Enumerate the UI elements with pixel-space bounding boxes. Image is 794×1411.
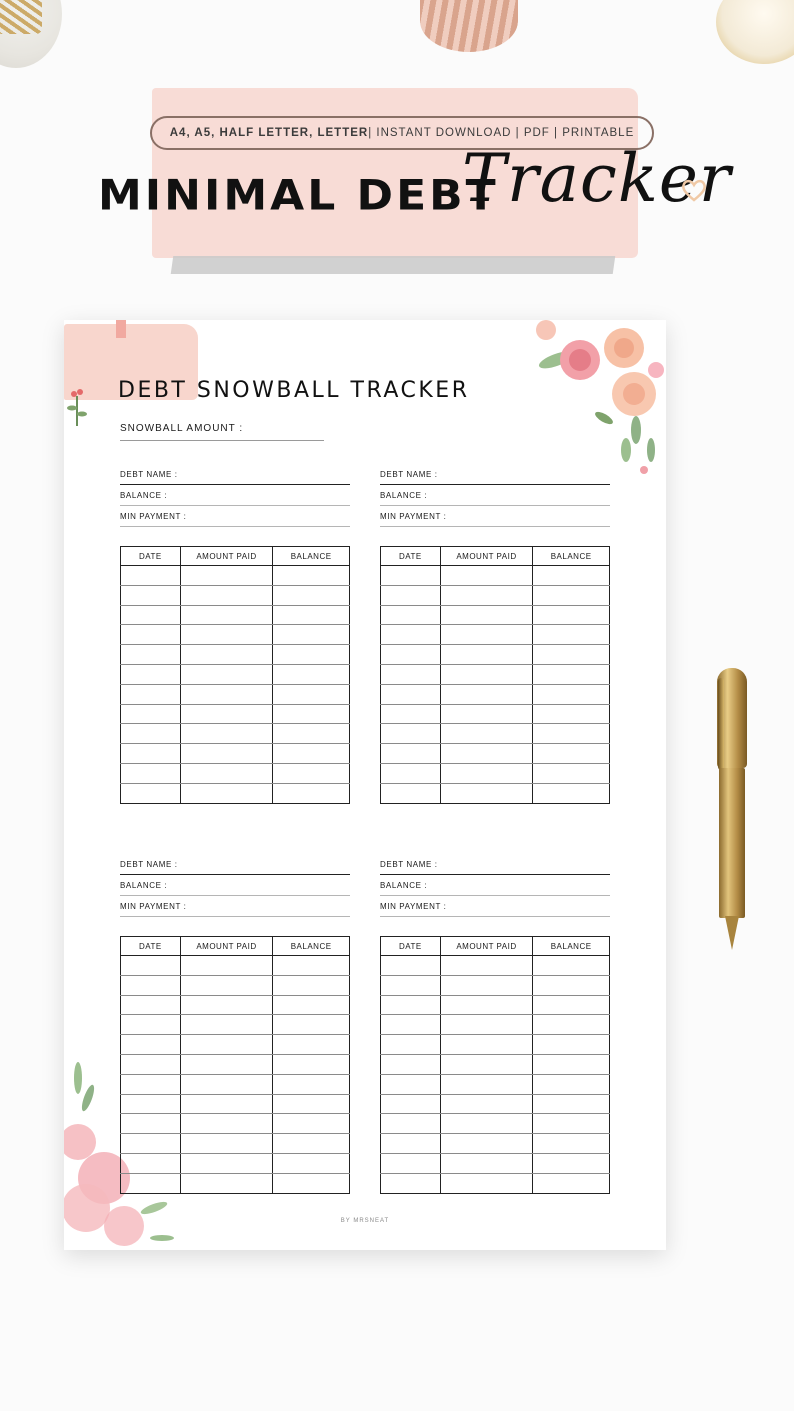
table-row [381, 585, 610, 605]
table-row [381, 566, 610, 586]
table-cell[interactable] [381, 585, 441, 605]
table-row [381, 1114, 610, 1134]
table-cell[interactable] [440, 1035, 533, 1055]
payment-table-4 [380, 936, 610, 1194]
table-row [381, 684, 610, 704]
debt-block-1 [120, 464, 350, 527]
table-cell[interactable] [533, 1015, 610, 1035]
snowball-amount-label: SNOWBALL AMOUNT : [120, 423, 244, 434]
debt-block-4 [380, 854, 610, 917]
rose-bouquet-icon [516, 320, 666, 480]
table-cell[interactable] [381, 664, 441, 684]
table-cell[interactable] [273, 724, 350, 744]
table-cell[interactable] [381, 625, 441, 645]
debt-name-field[interactable]: DEBT NAME : [120, 464, 350, 485]
table-row [121, 1134, 350, 1154]
table-row [121, 763, 350, 783]
table-cell[interactable] [121, 1054, 181, 1074]
table-cell[interactable] [381, 1035, 441, 1055]
table-cell[interactable] [533, 956, 610, 976]
table-cell[interactable] [121, 605, 181, 625]
format-list: A4, A5, HALF LETTER, LETTER [169, 127, 369, 139]
table-cell[interactable] [533, 763, 610, 783]
table-cell[interactable] [180, 625, 273, 645]
sheet-title: DEBT SNOWBALL TRACKER [118, 378, 470, 403]
table-cell[interactable] [440, 1015, 533, 1035]
table-cell[interactable] [273, 763, 350, 783]
table-cell[interactable] [180, 1114, 273, 1134]
table-cell[interactable] [121, 625, 181, 645]
table-cell[interactable] [273, 625, 350, 645]
table-row [121, 566, 350, 586]
table-row [381, 1173, 610, 1193]
table-cell[interactable] [180, 645, 273, 665]
table-cell[interactable] [533, 1094, 610, 1114]
table-cell[interactable] [273, 1035, 350, 1055]
table-cell[interactable] [440, 585, 533, 605]
table-cell[interactable] [121, 1094, 181, 1114]
table-cell[interactable] [180, 585, 273, 605]
table-cell[interactable] [273, 783, 350, 803]
payment-table-1 [120, 546, 350, 804]
table-cell[interactable] [533, 566, 610, 586]
table-cell[interactable] [440, 783, 533, 803]
table-cell[interactable] [381, 566, 441, 586]
table-cell[interactable] [121, 664, 181, 684]
table-cell[interactable] [180, 724, 273, 744]
table-cell[interactable] [180, 995, 273, 1015]
table-row [381, 1134, 610, 1154]
table-cell[interactable] [533, 1134, 610, 1154]
table-cell[interactable] [273, 704, 350, 724]
table-cell[interactable] [440, 1094, 533, 1114]
table-cell[interactable] [121, 566, 181, 586]
table-cell[interactable] [440, 704, 533, 724]
table-row [121, 1173, 350, 1193]
table-row [381, 1054, 610, 1074]
table-cell[interactable] [381, 975, 441, 995]
table-row [121, 975, 350, 995]
table-cell[interactable] [440, 1054, 533, 1074]
table-cell[interactable] [180, 684, 273, 704]
table-cell[interactable] [533, 1074, 610, 1094]
table-row [121, 1054, 350, 1074]
table-cell[interactable] [121, 1173, 181, 1193]
planner-sheet [64, 320, 666, 1250]
table-cell[interactable] [381, 744, 441, 764]
column-header: DATE [381, 937, 441, 956]
table-cell[interactable] [180, 975, 273, 995]
table-cell[interactable] [180, 605, 273, 625]
table-cell[interactable] [381, 783, 441, 803]
table-row [381, 704, 610, 724]
table-cell[interactable] [273, 1153, 350, 1173]
table-cell[interactable] [121, 585, 181, 605]
format-info: | INSTANT DOWNLOAD | PDF | PRINTABLE [368, 127, 635, 139]
column-header: BALANCE [273, 937, 350, 956]
table-cell[interactable] [121, 704, 181, 724]
table-cell[interactable] [533, 625, 610, 645]
table-cell[interactable] [180, 664, 273, 684]
table-cell[interactable] [381, 995, 441, 1015]
table-row [381, 625, 610, 645]
snowball-amount-line[interactable] [120, 440, 324, 441]
table-cell[interactable] [180, 1173, 273, 1193]
table-cell[interactable] [273, 1114, 350, 1134]
debt-name-field[interactable]: DEBT NAME : [380, 464, 610, 485]
table-cell[interactable] [180, 566, 273, 586]
table-row [121, 783, 350, 803]
payment-table-2 [380, 546, 610, 804]
table-cell[interactable] [533, 684, 610, 704]
table-cell[interactable] [533, 1035, 610, 1055]
table-row [121, 1094, 350, 1114]
table-cell[interactable] [381, 1114, 441, 1134]
table-cell[interactable] [180, 783, 273, 803]
table-cell[interactable] [273, 664, 350, 684]
table-row [121, 1114, 350, 1134]
table-cell[interactable] [121, 783, 181, 803]
table-cell[interactable] [440, 1074, 533, 1094]
table-row [381, 724, 610, 744]
table-row [381, 1074, 610, 1094]
table-cell[interactable] [121, 684, 181, 704]
table-cell[interactable] [440, 956, 533, 976]
min-payment-field[interactable]: MIN PAYMENT : [120, 896, 350, 917]
table-cell[interactable] [381, 763, 441, 783]
table-row [121, 605, 350, 625]
table-cell[interactable] [440, 684, 533, 704]
table-row [121, 664, 350, 684]
table-cell[interactable] [121, 1153, 181, 1173]
debt-name-field[interactable]: DEBT NAME : [380, 854, 610, 875]
table-cell[interactable] [381, 645, 441, 665]
table-cell[interactable] [440, 645, 533, 665]
table-cell[interactable] [273, 975, 350, 995]
table-cell[interactable] [180, 1074, 273, 1094]
table-row [381, 995, 610, 1015]
table-cell[interactable] [121, 763, 181, 783]
balance-field[interactable]: BALANCE : [380, 875, 610, 896]
sprig-icon [66, 386, 88, 426]
table-cell[interactable] [440, 605, 533, 625]
main-title: MINIMAL DEBT [98, 171, 499, 220]
table-cell[interactable] [180, 1153, 273, 1173]
balance-field[interactable]: BALANCE : [380, 485, 610, 506]
table-cell[interactable] [440, 995, 533, 1015]
gold-dish-icon [716, 0, 794, 64]
table-cell[interactable] [381, 684, 441, 704]
table-row [121, 724, 350, 744]
table-cell[interactable] [533, 975, 610, 995]
table-cell[interactable] [533, 645, 610, 665]
table-cell[interactable] [273, 1074, 350, 1094]
table-row [121, 625, 350, 645]
table-cell[interactable] [273, 1094, 350, 1114]
table-cell[interactable] [273, 645, 350, 665]
table-cell[interactable] [440, 566, 533, 586]
table-row [121, 585, 350, 605]
table-cell[interactable] [533, 724, 610, 744]
column-header: AMOUNT PAID [180, 547, 273, 566]
table-row [121, 1015, 350, 1035]
column-header: BALANCE [273, 547, 350, 566]
table-cell[interactable] [180, 1015, 273, 1035]
column-header: BALANCE [533, 937, 610, 956]
min-payment-field[interactable]: MIN PAYMENT : [380, 896, 610, 917]
table-cell[interactable] [273, 585, 350, 605]
table-row [121, 645, 350, 665]
table-cell[interactable] [440, 625, 533, 645]
table-cell[interactable] [381, 1173, 441, 1193]
table-row [121, 956, 350, 976]
table-cell[interactable] [533, 704, 610, 724]
table-cell[interactable] [440, 1134, 533, 1154]
table-cell[interactable] [273, 956, 350, 976]
table-cell[interactable] [121, 645, 181, 665]
table-cell[interactable] [180, 1035, 273, 1055]
table-row [381, 956, 610, 976]
table-cell[interactable] [381, 605, 441, 625]
debt-block-2 [380, 464, 610, 527]
table-cell[interactable] [381, 956, 441, 976]
table-cell[interactable] [440, 1153, 533, 1173]
table-cell[interactable] [381, 1054, 441, 1074]
gray-brush-stroke [171, 256, 616, 274]
table-cell[interactable] [440, 724, 533, 744]
table-cell[interactable] [121, 1035, 181, 1055]
table-cell[interactable] [381, 1074, 441, 1094]
table-cell[interactable] [273, 684, 350, 704]
rose-gold-leaf-icon [420, 0, 518, 52]
table-cell[interactable] [121, 1134, 181, 1154]
table-cell[interactable] [533, 783, 610, 803]
table-row [381, 744, 610, 764]
table-cell[interactable] [381, 704, 441, 724]
min-payment-field[interactable]: MIN PAYMENT : [120, 506, 350, 527]
paper-clips-icon [0, 0, 62, 68]
table-row [121, 704, 350, 724]
table-cell[interactable] [440, 744, 533, 764]
table-cell[interactable] [273, 1054, 350, 1074]
table-cell[interactable] [381, 1153, 441, 1173]
table-row [381, 975, 610, 995]
table-cell[interactable] [381, 724, 441, 744]
table-cell[interactable] [273, 1134, 350, 1154]
table-cell[interactable] [381, 1094, 441, 1114]
table-cell[interactable] [533, 664, 610, 684]
table-row [381, 1094, 610, 1114]
table-cell[interactable] [180, 1094, 273, 1114]
table-row [381, 645, 610, 665]
column-header: DATE [381, 547, 441, 566]
table-cell[interactable] [273, 744, 350, 764]
script-title: Tracker [462, 140, 732, 217]
table-row [381, 763, 610, 783]
table-cell[interactable] [533, 1054, 610, 1074]
table-cell[interactable] [121, 1015, 181, 1035]
table-cell[interactable] [440, 1173, 533, 1193]
table-cell[interactable] [533, 585, 610, 605]
table-cell[interactable] [273, 995, 350, 1015]
table-cell[interactable] [180, 763, 273, 783]
tape-strip [116, 320, 126, 338]
table-row [121, 1153, 350, 1173]
table-row [381, 605, 610, 625]
table-cell[interactable] [273, 1173, 350, 1193]
table-cell[interactable] [121, 744, 181, 764]
payment-table-3 [120, 936, 350, 1194]
min-payment-field[interactable]: MIN PAYMENT : [380, 506, 610, 527]
table-row [381, 1035, 610, 1055]
table-cell[interactable] [273, 566, 350, 586]
debt-block-3 [120, 854, 350, 917]
table-cell[interactable] [440, 1114, 533, 1134]
table-cell[interactable] [121, 1074, 181, 1094]
table-cell[interactable] [533, 605, 610, 625]
balance-field[interactable]: BALANCE : [120, 485, 350, 506]
heart-icon [680, 176, 708, 204]
table-cell[interactable] [180, 1134, 273, 1154]
table-row [381, 1153, 610, 1173]
table-cell[interactable] [180, 744, 273, 764]
column-header: AMOUNT PAID [440, 937, 533, 956]
table-cell[interactable] [121, 1114, 181, 1134]
table-cell[interactable] [533, 1114, 610, 1134]
table-cell[interactable] [180, 956, 273, 976]
table-row [121, 744, 350, 764]
table-cell[interactable] [533, 1173, 610, 1193]
column-header: DATE [121, 547, 181, 566]
table-row [381, 664, 610, 684]
table-cell[interactable] [533, 744, 610, 764]
table-cell[interactable] [273, 605, 350, 625]
table-cell[interactable] [121, 995, 181, 1015]
balance-field[interactable]: BALANCE : [120, 875, 350, 896]
table-cell[interactable] [121, 956, 181, 976]
table-cell[interactable] [180, 1054, 273, 1074]
table-cell[interactable] [180, 704, 273, 724]
column-header: AMOUNT PAID [440, 547, 533, 566]
debt-name-field[interactable]: DEBT NAME : [120, 854, 350, 875]
column-header: AMOUNT PAID [180, 937, 273, 956]
table-cell[interactable] [381, 1134, 441, 1154]
table-row [381, 1015, 610, 1035]
table-cell[interactable] [121, 724, 181, 744]
table-row [121, 684, 350, 704]
table-row [121, 995, 350, 1015]
table-cell[interactable] [440, 975, 533, 995]
table-cell[interactable] [533, 995, 610, 1015]
table-cell[interactable] [273, 1015, 350, 1035]
footer-credit: BY MRSNEAT [340, 1218, 390, 1224]
table-cell[interactable] [440, 664, 533, 684]
table-cell[interactable] [121, 975, 181, 995]
table-row [121, 1035, 350, 1055]
gold-pen-icon [715, 668, 751, 952]
table-cell[interactable] [533, 1153, 610, 1173]
column-header: DATE [121, 937, 181, 956]
table-cell[interactable] [381, 1015, 441, 1035]
table-row [381, 783, 610, 803]
table-cell[interactable] [440, 763, 533, 783]
table-row [121, 1074, 350, 1094]
column-header: BALANCE [533, 547, 610, 566]
